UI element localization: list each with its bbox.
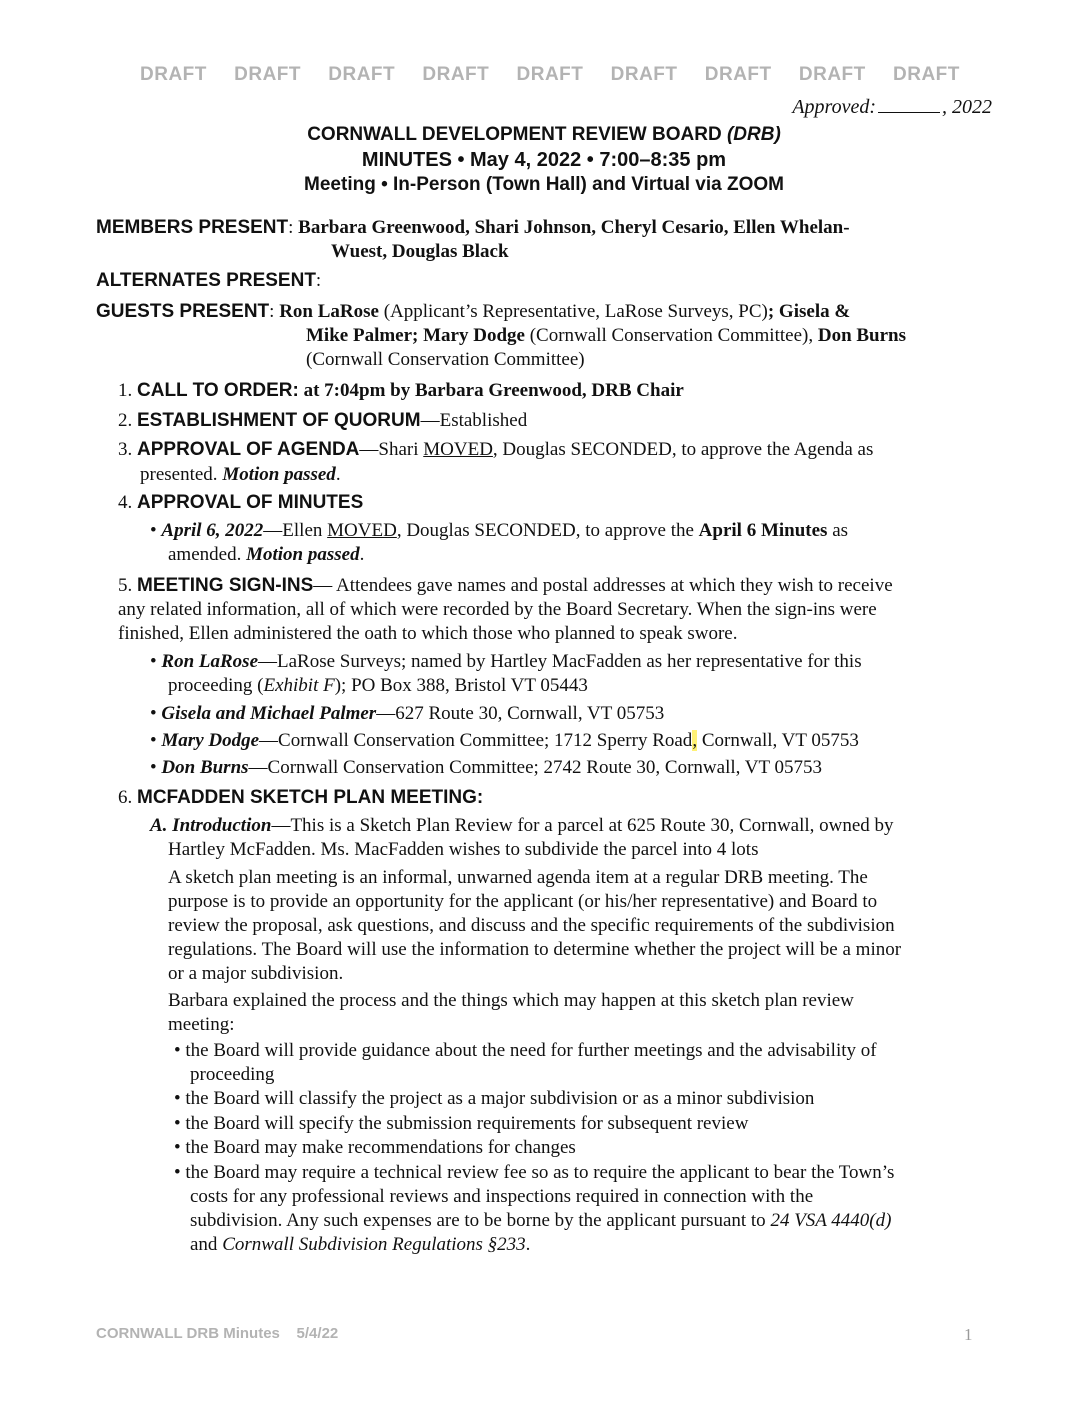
draft-label: DRAFT [422,64,490,85]
guests-line-2 [306,324,906,348]
subsection-label: A. Introduction [150,815,272,836]
process-bullet-continued [190,1233,530,1257]
draft-label: DRAFT [798,64,866,85]
paragraph-line: regulations. The Board will use the information to determine whether the project will be a minor [168,939,902,960]
process-bullet-continued: proceeding [190,1064,275,1085]
item-text: —Established [420,410,528,431]
process-bullet-continued: costs for any professional reviews and inspections required in connection with the [190,1186,814,1207]
sign-in-entry: • Don Burns—Cornwall Conservation Committee; 2742 Route 30, Cornwall, VT 05753 [150,757,823,778]
introduction-line-2: Hartley McFadden. Ms. MacFadden wishes to subdivide the parcel into 4 lots [168,839,759,860]
process-bullet: • the Board will provide guidance about the need for further meetings and the advisability of [174,1040,877,1061]
process-bullet-continued [190,1209,891,1233]
draft-label: DRAFT [140,64,207,85]
exhibit-reference: Exhibit F [263,675,335,696]
item-text: . [359,544,365,565]
minutes-approval-continued [168,543,364,567]
item-label: APPROVAL OF AGENDA [137,439,360,460]
item-label: CALL TO ORDER [137,380,293,401]
process-bullet: • the Board may require a technical review fee so as to require the applicant to bear the Town’s [174,1162,895,1183]
moved-text: MOVED [327,520,397,541]
agenda-item-sketch-plan: 6. MCFADDEN SKETCH PLAN MEETING: [118,787,484,808]
item-label: ESTABLISHMENT OF QUORUM [137,410,421,431]
item-number: 5. [118,575,133,596]
regulation-reference: Cornwall Subdivision Regulations §233 [222,1234,526,1255]
bullet-text: the Board will classify the project as a major subdivision or as a minor subdivision [185,1088,815,1109]
process-bullet: • the Board will specify the submission requirements for subsequent review [174,1113,749,1134]
attendee-name: Gisela and Michael Palmer [161,703,377,724]
motion-passed: Motion passed [222,464,336,485]
sign-in-entry: • Mary Dodge—Cornwall Conservation Committee; 1712 Sperry Road, Cornwall, VT 05753 [150,730,859,751]
agenda-item-approval-agenda-continued [140,463,341,487]
attendee-details: proceeding ( [168,675,264,696]
item-text: presented. [140,464,223,485]
members-list: Barbara Greenwood, Shari Johnson, Cheryl Cesario, Ellen Whelan- [298,217,850,238]
minutes-reference: April 6 Minutes [698,520,828,541]
item-label: MCFADDEN SKETCH PLAN MEETING [137,787,477,808]
guests-present: GUESTS PRESENT: Ron LaRose (Applicant’s Representative, LaRose Surveys, PC); Gisela & [96,301,851,322]
agenda-item-call-to-order: 1. CALL TO ORDER: at 7:04pm by Barbara Greenwood, DRB Chair [118,380,684,401]
attendee-details: —LaRose Surveys; named by Hartley MacFadden as her representative for this [258,651,862,672]
item-number: 3. [118,439,133,460]
minutes-date: April 6, 2022 [161,520,264,541]
draft-label: DRAFT [610,64,678,85]
guest-name: Mike Palmer; Mary Dodge [306,325,525,346]
attendee-name: Ron LaRose [161,651,259,672]
item-text: , Douglas SECONDED, to approve the [396,520,699,541]
guest-name: ; Gisela & [767,301,851,322]
minutes-approval-bullet: • April 6, 2022—Ellen MOVED, Douglas SECONDED, to approve the April 6 Minutes as [150,520,849,541]
members-present: MEMBERS PRESENT: Barbara Greenwood, Shari Johnson, Cheryl Cesario, Ellen Whelan- [96,217,850,238]
paragraph-line: Barbara explained the process and the things which may happen at this sketch plan review [168,990,854,1011]
item-number: 1. [118,380,133,401]
bullet-text: the Board will specify the submission requirements for subsequent review [185,1113,749,1134]
sign-ins-text-line-2: any related information, all of which were recorded by the Board Secretary. When the sign-ins were [118,599,877,620]
approved-line [792,96,992,119]
agenda-item-approval-agenda [118,438,873,462]
item-number: 2. [118,410,133,431]
members-label: MEMBERS PRESENT [96,217,289,238]
sign-in-entry: • Ron LaRose—LaRose Surveys; named by Hartley MacFadden as her representative for this [150,651,862,672]
process-bullet: • the Board will classify the project as a major subdivision or as a minor subdivision [174,1088,815,1109]
statute-reference: 24 VSA 4440(d) [770,1210,892,1231]
item-text: — Attendees gave names and postal addresses at which they wish to receive [313,575,893,596]
sign-in-entry-continued [168,674,588,698]
motion-passed: Motion passed [246,544,360,565]
paragraph-line: purpose is to provide an opportunity for the applicant (or his/her representative) and Board to [168,891,878,912]
attendee-details: —Cornwall Conservation Committee; 2742 Route 30, Cornwall, VT 05753 [248,757,823,778]
highlighted-comma: , [692,730,698,751]
item-text: amended. [168,544,247,565]
guests-line-3: (Cornwall Conservation Committee) [306,349,585,370]
paragraph-line: or a major subdivision. [168,963,344,984]
attendee-name: Mary Dodge [161,730,260,751]
attendee-details: —Cornwall Conservation Committee; 1712 Sperry Road [259,730,693,751]
draft-label: DRAFT [516,64,584,85]
sign-in-entry: • Gisela and Michael Palmer—627 Route 30, Cornwall, VT 05753 [150,703,665,724]
approved-label: Approved: [792,96,876,118]
item-text: at 7:04pm by Barbara Greenwood, DRB Chair [303,380,684,401]
item-label: APPROVAL OF MINUTES [137,492,364,513]
draft-label: DRAFT [704,64,772,85]
guests-label: GUESTS PRESENT [96,301,270,322]
item-text: . [335,464,341,485]
attendee-details: Cornwall, VT 05753 [697,730,859,751]
draft-watermark-row [140,64,960,86]
bullet-text: subdivision. Any such expenses are to be borne by the applicant pursuant to [190,1210,771,1231]
item-number: 4. [118,492,133,513]
paragraph-line: review the proposal, ask questions, and discuss and the specific requirements of the subdivision [168,915,895,936]
bullet-text: the Board may make recommendations for changes [185,1137,576,1158]
agenda-item-quorum [118,409,527,433]
guest-name: Ron LaRose [279,301,379,322]
footer-text: CORNWALL DRB Minutes 5/4/22 [96,1325,339,1342]
paragraph-line: meeting: [168,1014,235,1035]
bullet-text: the Board will provide guidance about the need for further meetings and the advisability of [185,1040,877,1061]
approved-date-blank [878,112,940,113]
item-text: —Shari [359,439,424,460]
item-text: —Ellen [263,520,328,541]
agenda-item-sign-ins [118,574,893,598]
process-bullet: • the Board may make recommendations for changes [174,1137,576,1158]
attendee-name: Don Burns [161,757,249,778]
guest-affiliation: (Cornwall Conservation Committee), [524,325,818,346]
item-text: , Douglas SECONDED, to approve the Agenda as [492,439,874,460]
guest-affiliation: (Applicant’s Representative, LaRose Surveys, PC) [378,301,768,322]
moved-text: MOVED [423,439,493,460]
sign-ins-text-line-3: finished, Ellen administered the oath to which those who planned to speak swore. [118,623,738,644]
introduction-text: —This is a Sketch Plan Review for a parcel at 625 Route 30, Cornwall, owned by [271,815,894,836]
board-name: CORNWALL DEVELOPMENT REVIEW BOARD [307,124,722,145]
approved-year: , 2022 [942,96,992,118]
alternates-present: ALTERNATES PRESENT: [96,270,322,291]
item-number: 6. [118,787,133,808]
bullet-text: the Board may require a technical review fee so as to require the applicant to bear the Town’s [185,1162,895,1183]
guest-name: Don Burns [817,325,907,346]
minutes-date-line: MINUTES • May 4, 2022 • 7:00–8:35 pm [361,149,727,171]
draft-label: DRAFT [893,64,960,85]
bullet-text: . [525,1234,531,1255]
agenda-item-approval-minutes [118,491,363,515]
paragraph-line: A sketch plan meeting is an informal, unwarned agenda item at a regular DRB meeting. The [168,867,868,888]
alternates-label: ALTERNATES PRESENT [96,270,316,291]
board-abbrev: (DRB) [726,124,781,145]
draft-label: DRAFT [234,64,302,85]
members-list-continued: Wuest, Douglas Black [331,241,509,262]
document-title [0,124,1088,146]
introduction-line-1 [150,814,894,838]
page-number: 1 [964,1325,973,1344]
attendee-details: ); PO Box 388, Bristol VT 05443 [334,675,588,696]
item-label: MEETING SIGN-INS [137,575,314,596]
bullet-text: and [190,1234,223,1255]
item-text: as [827,520,849,541]
draft-label: DRAFT [328,64,396,85]
meeting-mode-line: Meeting • In-Person (Town Hall) and Virtual via ZOOM [304,174,784,195]
attendee-details: —627 Route 30, Cornwall, VT 05753 [376,703,665,724]
